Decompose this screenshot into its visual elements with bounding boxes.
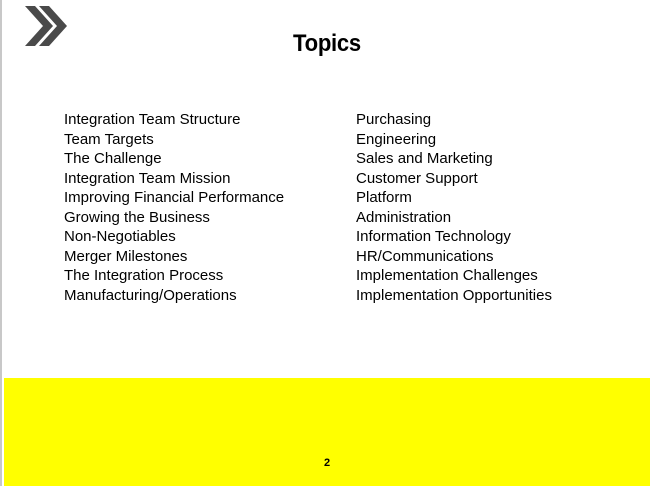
list-item: HR/Communications <box>356 247 494 265</box>
list-item: Customer Support <box>356 169 478 187</box>
list-item: Implementation Opportunities <box>356 286 552 304</box>
list-item: Team Targets <box>64 130 154 148</box>
list-item: The Integration Process <box>64 267 224 284</box>
list-item: Merger Milestones <box>64 247 188 265</box>
list-item: Integration Team Structure <box>64 111 241 128</box>
list-item: Growing the Business <box>64 208 210 226</box>
list-item: Purchasing <box>356 111 432 128</box>
list-item: Engineering <box>356 130 437 148</box>
list-item: Non-Negotiables <box>64 228 176 245</box>
list-item: Integration Team Mission <box>64 169 231 187</box>
list-item: The Challenge <box>64 150 162 167</box>
list-item: Platform <box>356 189 412 206</box>
list-item: Administration <box>356 208 452 226</box>
topics-right-list <box>356 110 552 305</box>
list-item: Implementation Challenges <box>356 267 538 284</box>
slide-title: Topics <box>293 30 361 57</box>
footer-band <box>4 378 650 486</box>
list-item: Improving Financial Performance <box>64 189 285 206</box>
list-item: Information Technology <box>356 228 511 245</box>
topics-left-list <box>64 110 284 305</box>
page-number: 2 <box>323 457 331 469</box>
list-item: Manufacturing/Operations <box>64 286 237 304</box>
list-item: Sales and Marketing <box>356 150 493 167</box>
